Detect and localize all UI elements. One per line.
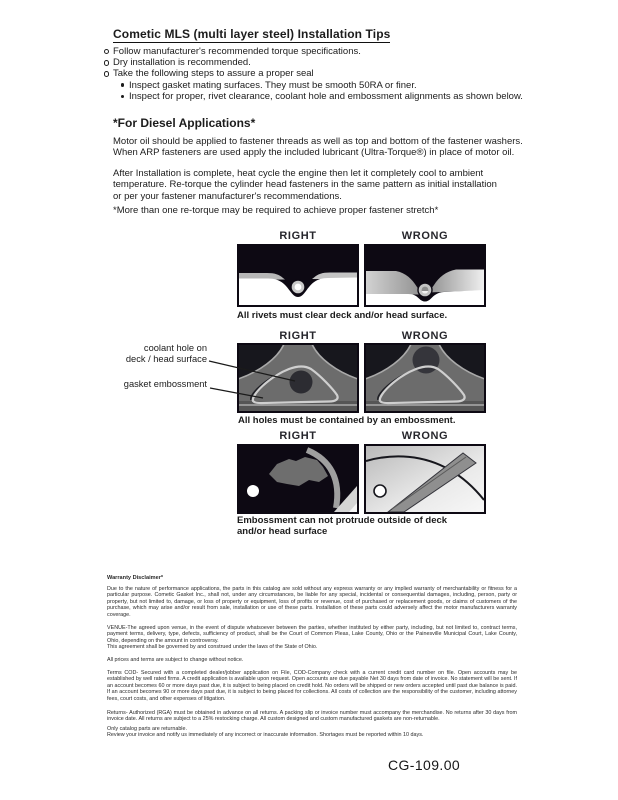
- row1-right-rivet-diagram: [237, 244, 359, 307]
- bullet-text: Take the following steps to assure a proper seal: [113, 68, 314, 80]
- circle-bullet-icon: [104, 60, 109, 65]
- coolant-hole-callout-label: coolant hole on deck / head surface: [125, 343, 207, 364]
- row3-caption: Embossment can not protrude outside of deck and/or head surface: [237, 515, 448, 537]
- page-code: CG-109.00: [388, 757, 461, 773]
- diesel-paragraph-2: After Installation is complete, heat cycle the engine then let it completely cool to ambient temperature. Re-torque the cylinder head fasteners in the same pattern as initial installation or per your fastener manufacturer's recommendations.: [113, 168, 497, 202]
- row1-right-label: RIGHT: [279, 230, 317, 242]
- row1-caption: All rivets must clear deck and/or head surface.: [237, 310, 448, 321]
- list-item: [104, 46, 534, 57]
- legal-paragraph: All prices and terms are subject to change without notice.: [107, 657, 244, 664]
- dot-bullet-icon: [121, 83, 124, 86]
- list-item: [104, 57, 534, 68]
- list-item: [104, 68, 534, 79]
- legal-paragraph: VENUE-The agreed upon venue, in the event of dispute whatsoever between the parties, whether instituted by either party, including, but not limited to, contract terms, payment terms, delivery, type, defects, sufficiency of product, shall be the Court of Common Pleas, Lake County, Ohio or the Painesville Municipal Court, Lake County, Ohio, depending on the amount in controversy. This agreement shall be governed by and construed under the laws of the State of Ohio.: [107, 624, 517, 651]
- list-item: [121, 91, 534, 102]
- gasket-embossment-callout-label: gasket embossment: [123, 379, 207, 389]
- row3-right-label: RIGHT: [279, 430, 317, 442]
- bullet-text: Dry installation is recommended.: [113, 57, 251, 69]
- warranty-disclaimer-heading: Warranty Disclaimer*: [107, 575, 164, 581]
- bullet-text: Follow manufacturer's recommended torque specifications.: [113, 46, 361, 57]
- row1-wrong-label: WRONG: [401, 230, 449, 242]
- dot-bullet-icon: [121, 95, 124, 98]
- bullet-text: Inspect for proper, rivet clearance, coolant hole and embossment alignments as shown below.: [129, 90, 523, 102]
- row2-right-coolant-hole-diagram: [237, 343, 359, 413]
- circle-bullet-icon: [104, 71, 109, 76]
- diesel-applications-heading: *For Diesel Applications*: [113, 116, 256, 130]
- bullet-text: Inspect gasket mating surfaces. They must be smooth 50RA or finer.: [129, 79, 417, 91]
- row3-wrong-embossment-diagram: [364, 444, 486, 514]
- row3-right-embossment-diagram: [237, 444, 359, 514]
- page-title: Cometic MLS (multi layer steel) Installation Tips: [113, 27, 391, 41]
- legal-paragraph: Only catalog parts are returnable. Review your invoice and notify us immediately of any incorrect or inaccurate information. Shortages must be reported within 10 days.: [107, 725, 424, 739]
- legal-paragraph: Due to the nature of performance applications, the parts in this catalog are sold without any express warranty or any implied warranty of merchantability or fitness for a particular purpose. Cometic Gasket Inc., shall not, under any circumstances, be liable for any special, incidental or consequential damages, including, person, party or property, but not limited to, damage, or loss of property or equipment, loss of profits or revenue, cost of purchased or replacement goods, or claims of customers of the purchase, which may arise and/or result from sale, installation or use of these parts. Installation of these parts could adversely affect the motor manufacturers warranty coverage.: [107, 585, 517, 618]
- row3-wrong-label: WRONG: [401, 430, 449, 442]
- installation-tips-list: [104, 46, 534, 102]
- circle-bullet-icon: [104, 49, 109, 54]
- row2-right-label: RIGHT: [279, 330, 317, 342]
- row2-wrong-coolant-hole-diagram: [364, 343, 486, 413]
- row2-wrong-label: WRONG: [401, 330, 449, 342]
- row1-wrong-rivet-diagram: [364, 244, 486, 307]
- legal-paragraph: Returns- Authorized (RGA) must be obtained in advance on all returns. A packing slip or invoice number must accompany the merchandise. No returns after 30 days from invoice date. All returns are subject to a 25% restocking charge. All custom designed and custom manufactured gaskets are non-returnable.: [107, 710, 517, 723]
- retorque-note: *More than one re-torque may be required to achieve proper fastener stretch*: [113, 205, 439, 216]
- legal-paragraph: Terms COD- Secured with a completed dealer/jobber application on File, COD-Company check with a current credit card number on file. Open accounts may be established by well rated firms. A credit application is available upon request. Open accounts are due payable Net 30 days from date of invoice. No statement will be sent. If an account becomes 60 or more days past due, it is subject to being placed on credit hold. No orders will be shipped or new orders accepted until past due balance is paid. If an account becomes 90 or more days past due, it is subject to being placed for collections. All costs of collection are the responsibility of the customer, including attorney fees, court costs, and other expenses of litigation.: [107, 669, 517, 702]
- diesel-paragraph-1: Motor oil should be applied to fastener threads as well as top and bottom of the fastener washers. When ARP fasteners are used apply the included lubricant (Ultra-Torque®) in place of motor oil.: [113, 136, 523, 159]
- warranty-disclaimer-section: [107, 575, 517, 739]
- row2-caption: All holes must be contained by an embossment.: [238, 415, 456, 426]
- list-item: [121, 80, 534, 91]
